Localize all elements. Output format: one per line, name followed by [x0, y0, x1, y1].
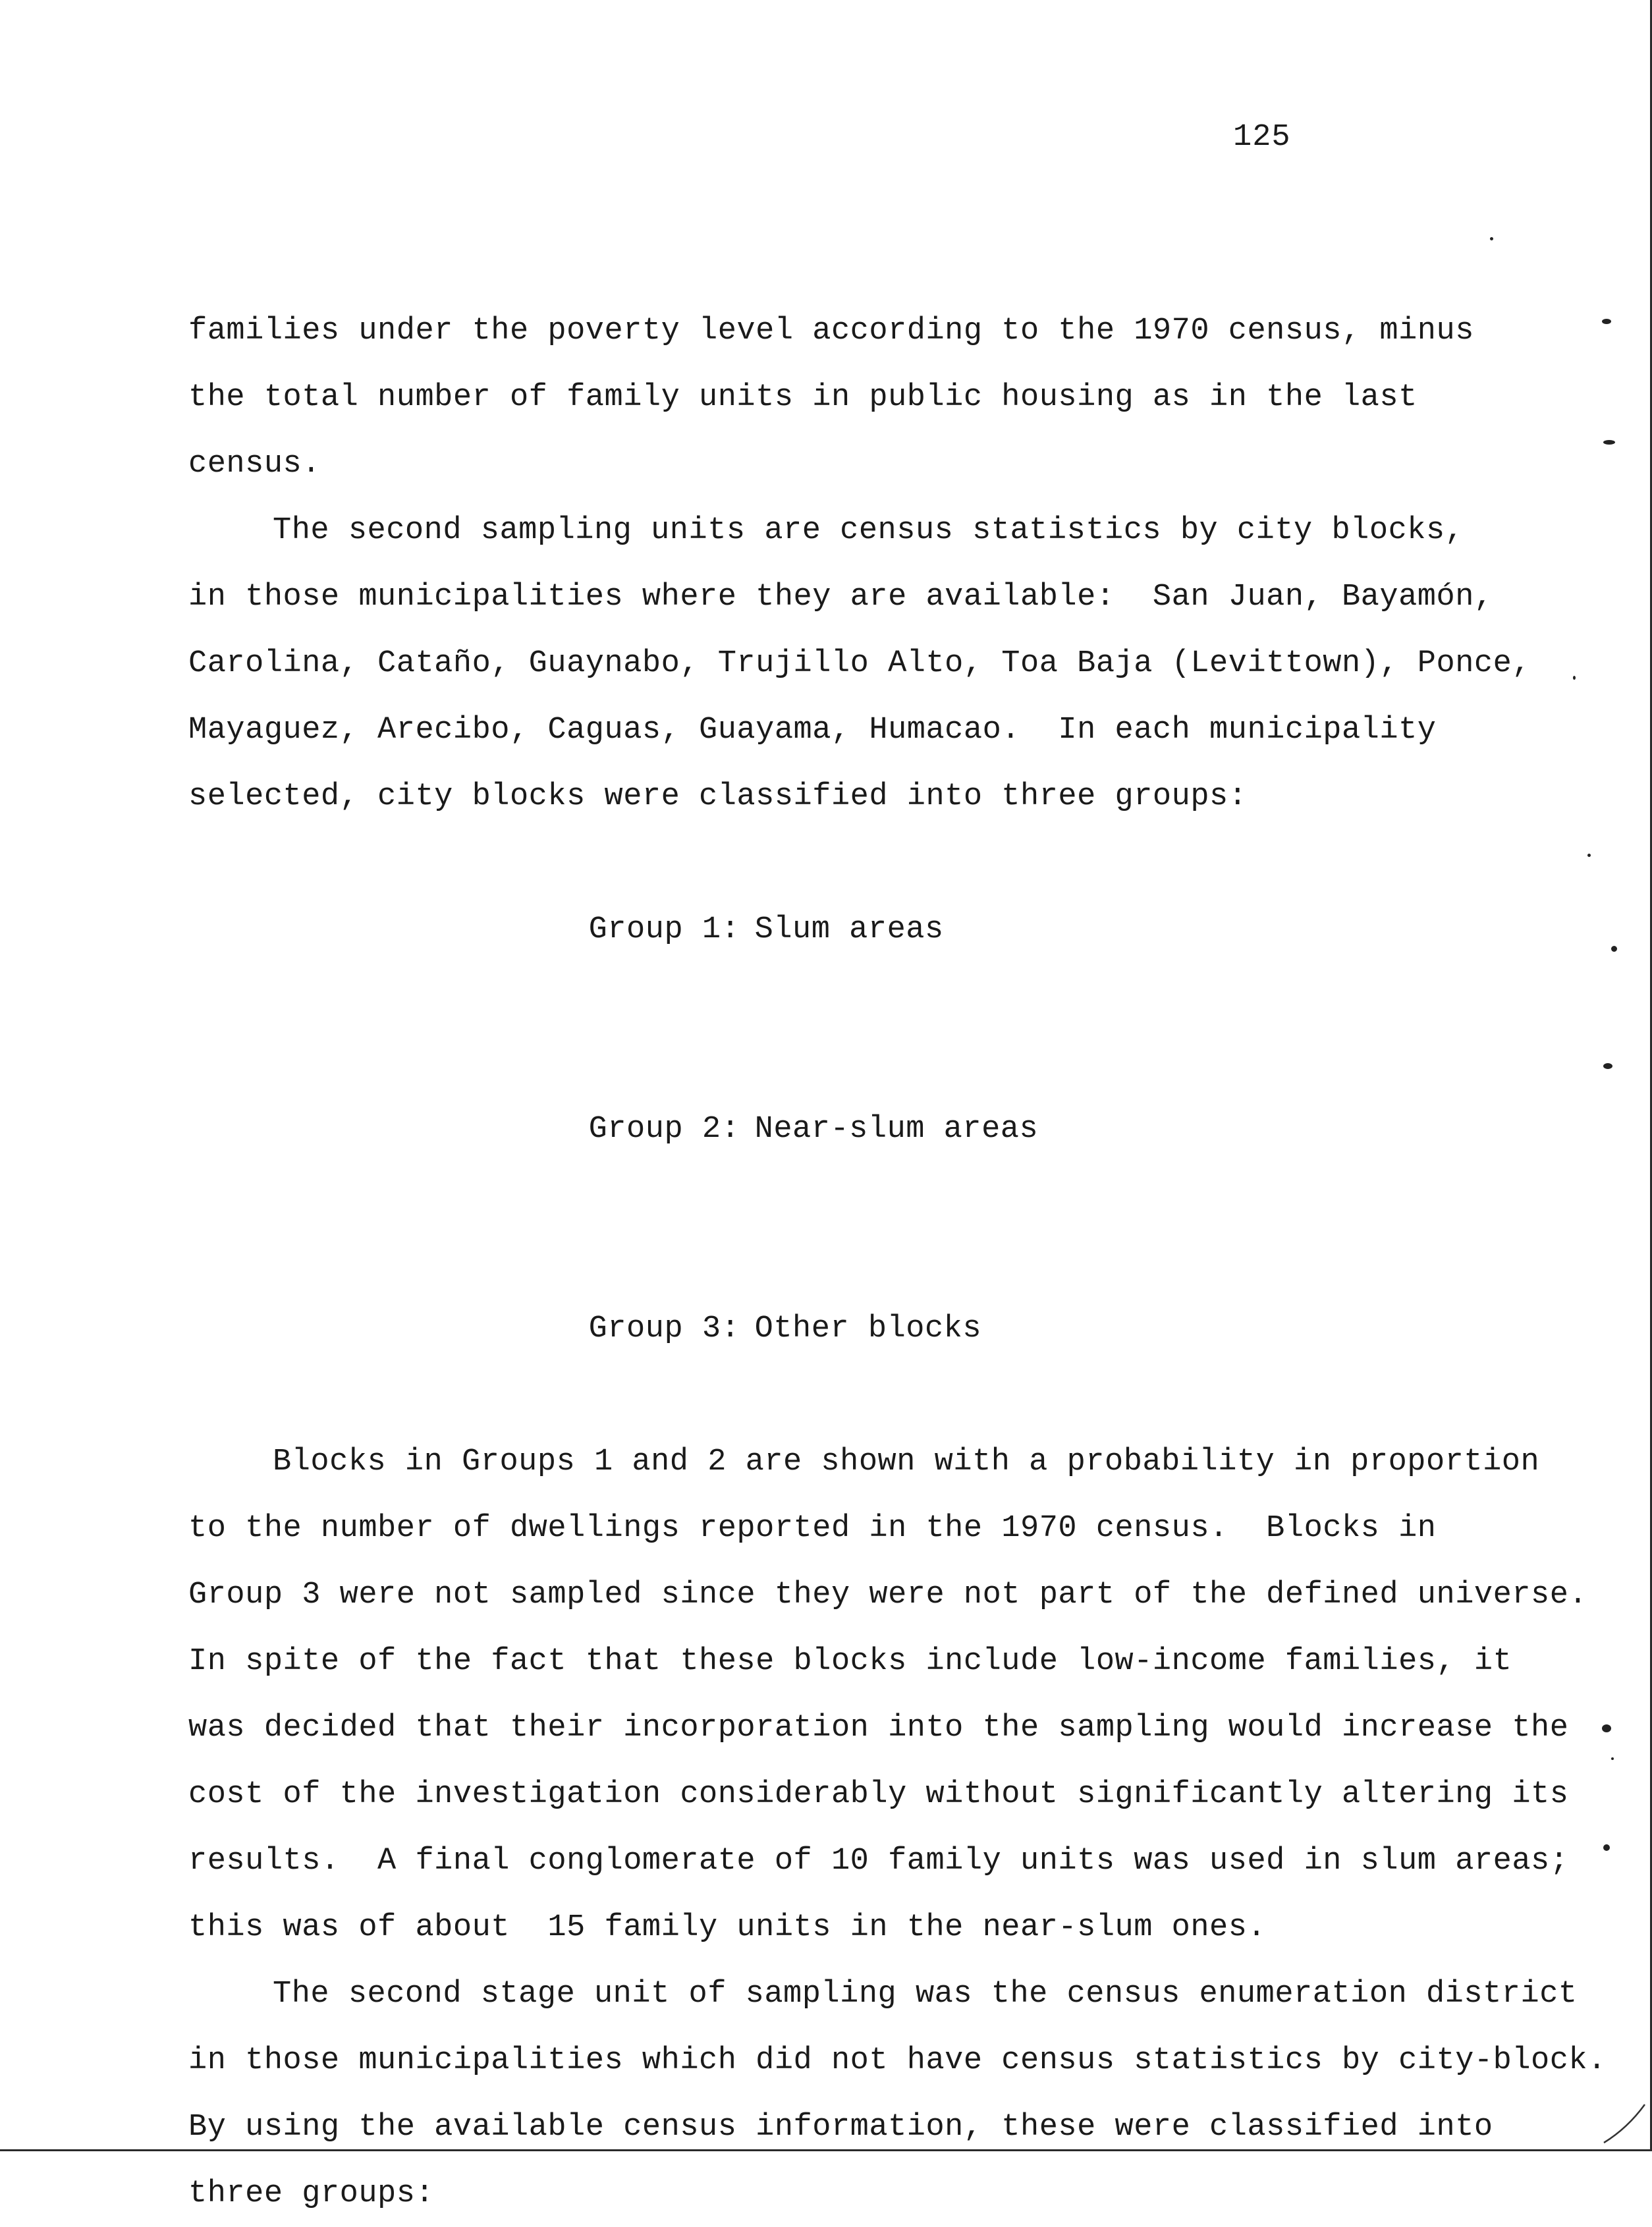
scan-speck: [1611, 1757, 1614, 1760]
paragraph-4-line-3: By using the available census information, these were classified into: [188, 2110, 1493, 2145]
paragraph-1-line-2: the total number of family units in public housing as in the last: [188, 380, 1418, 415]
page-number: 125: [1233, 120, 1291, 155]
paragraph-4-line-4: three groups:: [188, 2176, 435, 2211]
group-list: [188, 830, 1427, 1429]
scan-speck: [1603, 1063, 1612, 1069]
group-label: Group 3:: [588, 1311, 740, 1346]
paragraph-3-line-5: was decided that their incorporation into the sampling would increase the: [188, 1711, 1569, 1746]
scan-speck: [1603, 1844, 1610, 1851]
scan-speck: [1602, 1724, 1611, 1732]
group-description: Slum areas: [754, 912, 944, 947]
group-label: Group 1:: [588, 912, 740, 947]
group-label: Group 2:: [588, 1112, 740, 1147]
group-item-3: [437, 1229, 1427, 1429]
paragraph-3-line-6: cost of the investigation considerably without significantly altering its: [188, 1777, 1569, 1812]
scan-speck: [1611, 946, 1617, 952]
group-description: Other blocks: [754, 1311, 982, 1346]
scan-speck: [1573, 676, 1576, 680]
paragraph-3-line-8: this was of about 15 family units in the near-slum ones.: [188, 1910, 1267, 1945]
paragraph-2-line-1: The second sampling units are census statistics by city blocks,: [273, 513, 1464, 548]
paragraph-3-line-7: results. A final conglomerate of 10 family units was used in slum areas;: [188, 1844, 1569, 1879]
paragraph-1-line-3: census.: [188, 447, 321, 481]
paragraph-3-line-4: In spite of the fact that these blocks include low-income families, it: [188, 1644, 1512, 1679]
paragraph-3-line-3: Group 3 were not sampled since they were not part of the defined universe.: [188, 1578, 1588, 1612]
paragraph-1-line-1: families under the poverty level according to the 1970 census, minus: [188, 314, 1474, 348]
group-item-1: [437, 830, 1427, 1030]
paragraph-3-line-1: Blocks in Groups 1 and 2 are shown with a probability in proportion: [273, 1444, 1540, 1479]
paragraph-2-line-3: Carolina, Cataño, Guaynabo, Trujillo Alto, Toa Baja (Levittown), Ponce,: [188, 646, 1531, 681]
group-item-2: [437, 1030, 1427, 1229]
scan-speck: [1587, 854, 1591, 857]
paragraph-2-line-4: Mayaguez, Arecibo, Caguas, Guayama, Humacao. In each municipality: [188, 713, 1437, 748]
paragraph-2-line-5: selected, city blocks were classified into three groups:: [188, 779, 1248, 814]
paragraph-4-line-1: The second stage unit of sampling was the census enumeration district: [273, 1977, 1578, 2012]
paragraph-4-line-2: in those municipalities which did not have census statistics by city-block.: [188, 2043, 1607, 2078]
scan-speck: [1602, 319, 1611, 324]
page-corner-fold: [1601, 2099, 1647, 2145]
scan-speck: [1603, 440, 1615, 445]
group-description: Near-slum areas: [754, 1112, 1039, 1147]
body-text: [188, 298, 1607, 2227]
paragraph-3-line-2: to the number of dwellings reported in the 1970 census. Blocks in: [188, 1511, 1437, 1546]
scan-speck: [1490, 237, 1493, 240]
paragraph-2-line-2: in those municipalities where they are available: San Juan, Bayamón,: [188, 580, 1493, 615]
